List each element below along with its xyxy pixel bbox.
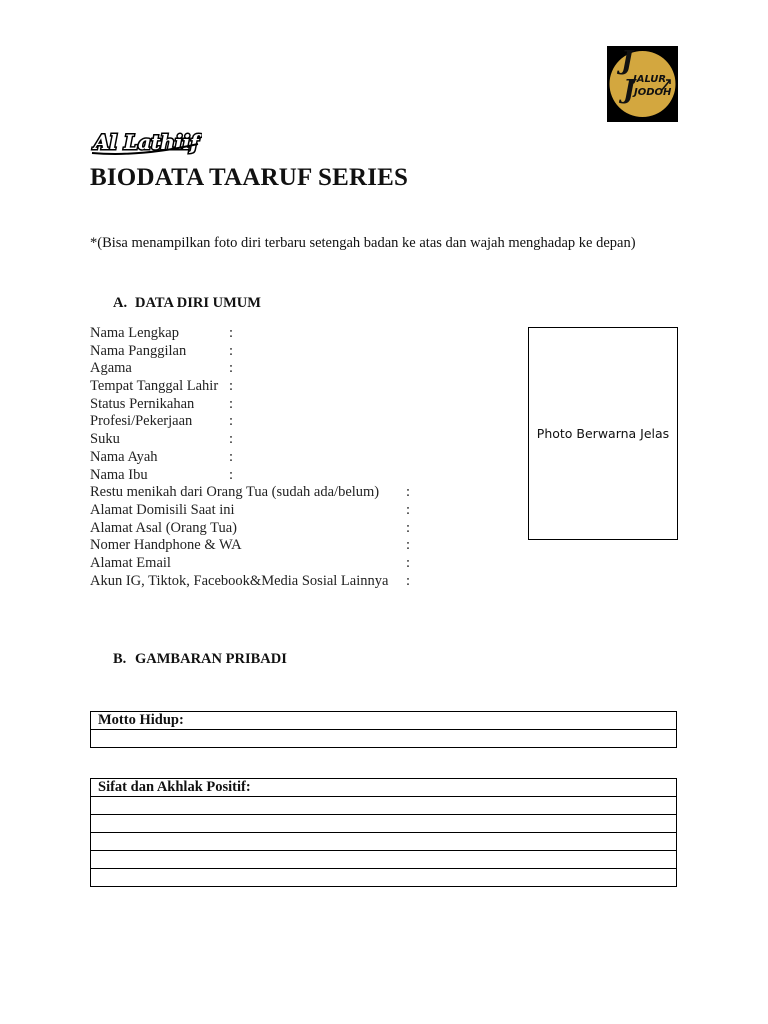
al-lathiif-logo xyxy=(90,127,202,157)
sifat-blank-cell[interactable] xyxy=(91,797,677,815)
field-label: Alamat Asal (Orang Tua) xyxy=(90,519,237,536)
document-title: BIODATA TAARUF SERIES xyxy=(90,164,409,191)
brand-script-text: Al Lathiif xyxy=(94,130,199,154)
field-nama-panggilan xyxy=(90,343,490,361)
al-lathiif-script-logo-icon xyxy=(90,127,202,157)
field-alamat-asal xyxy=(90,520,490,538)
field-suku xyxy=(90,431,490,449)
section-a-title: DATA DIRI UMUM xyxy=(135,295,261,311)
field-label: Nama Panggilan xyxy=(90,342,187,359)
field-status-pernikahan xyxy=(90,396,490,414)
table-row xyxy=(91,815,677,833)
section-b-title: GAMBARAN PRIBADI xyxy=(135,651,287,667)
field-colon: : xyxy=(406,554,411,571)
photo-placeholder-label: Photo Berwarna Jelas xyxy=(536,426,670,441)
field-colon: : xyxy=(229,342,234,359)
sifat-blank-cell[interactable] xyxy=(91,869,677,887)
section-b-heading xyxy=(113,651,287,668)
field-label: Suku xyxy=(90,431,120,448)
field-label: Tempat Tanggal Lahir xyxy=(90,378,219,395)
svg-text:J: J xyxy=(623,75,636,105)
field-colon: : xyxy=(229,325,234,341)
table-row xyxy=(91,797,677,815)
sifat-blank-cell[interactable] xyxy=(91,851,677,869)
field-nama-ayah xyxy=(90,449,490,467)
field-colon: : xyxy=(229,466,234,483)
field-label: Nama Ibu xyxy=(90,466,148,483)
field-colon: : xyxy=(229,360,234,377)
svg-text:J: J xyxy=(621,46,634,76)
sifat-blank-cell[interactable] xyxy=(91,833,677,851)
table-row xyxy=(91,730,677,748)
field-colon: : xyxy=(406,572,411,589)
field-colon: : xyxy=(229,448,234,465)
field-label: Alamat Domisili Saat ini xyxy=(90,501,235,518)
logo-text-line2: JODOH xyxy=(634,87,672,98)
field-colon: : xyxy=(406,519,411,536)
field-colon: : xyxy=(406,501,411,518)
field-label: Alamat Email xyxy=(90,554,171,571)
field-tempat-tanggal-lahir xyxy=(90,378,490,396)
field-label: Nomer Handphone & WA xyxy=(90,537,242,554)
motto-table xyxy=(90,711,677,748)
logo-text-line1: JALUR xyxy=(633,74,667,85)
jalur-jodoh-logo-icon xyxy=(607,46,678,122)
field-colon: : xyxy=(229,413,234,430)
field-label: Nama Ayah xyxy=(90,448,158,465)
personal-data-fields xyxy=(90,325,490,590)
field-agama xyxy=(90,360,490,378)
table-row xyxy=(91,851,677,869)
field-restu-orang-tua xyxy=(90,484,490,502)
field-label: Profesi/Pekerjaan xyxy=(90,413,193,430)
photo-note: *(Bisa menampilkan foto diri terbaru setengah badan ke atas dan wajah menghadap ke depan) xyxy=(90,235,636,251)
field-nomer-handphone xyxy=(90,537,490,555)
field-profesi-pekerjaan xyxy=(90,413,490,431)
field-alamat-domisili xyxy=(90,502,490,520)
field-label: Nama Lengkap xyxy=(90,325,179,341)
field-nama-lengkap xyxy=(90,325,490,343)
field-label: Status Pernikahan xyxy=(90,395,195,412)
field-colon: : xyxy=(229,431,234,448)
photo-placeholder-box xyxy=(528,327,678,540)
section-a-number: A. xyxy=(113,295,128,311)
field-nama-ibu xyxy=(90,467,490,485)
table-row xyxy=(91,833,677,851)
field-label: Akun IG, Tiktok, Facebook&Media Sosial Lainnya xyxy=(90,572,389,589)
field-label: Restu menikah dari Orang Tua (sudah ada/belum) xyxy=(90,484,380,501)
motto-header: Motto Hidup: xyxy=(91,712,677,730)
table-row xyxy=(91,779,677,797)
field-colon: : xyxy=(406,537,411,554)
field-label: Agama xyxy=(90,360,132,377)
field-akun-media-sosial xyxy=(90,573,490,591)
motto-blank-cell[interactable] xyxy=(91,730,677,748)
table-row xyxy=(91,712,677,730)
sifat-blank-cell[interactable] xyxy=(91,815,677,833)
table-row xyxy=(91,869,677,887)
sifat-header: Sifat dan Akhlak Positif: xyxy=(91,779,677,797)
section-a-heading xyxy=(113,295,261,312)
jalur-jodoh-logo xyxy=(607,46,678,122)
field-colon: : xyxy=(229,395,234,412)
section-b-number: B. xyxy=(113,651,127,667)
field-colon: : xyxy=(229,378,234,395)
sifat-table xyxy=(90,778,677,887)
field-alamat-email xyxy=(90,555,490,573)
field-colon: : xyxy=(406,484,411,501)
